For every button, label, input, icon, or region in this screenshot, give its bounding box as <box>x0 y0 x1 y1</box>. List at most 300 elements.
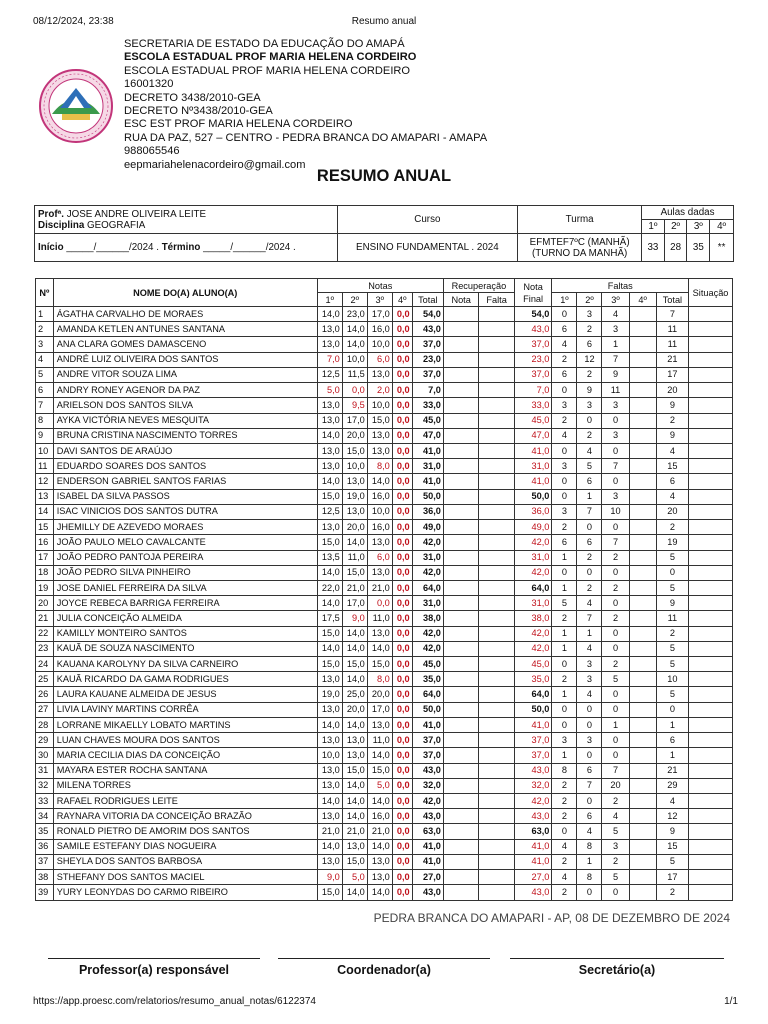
absence-b2: 0 <box>577 565 602 580</box>
table-row <box>36 657 733 672</box>
grade-total: 41,0 <box>412 839 443 854</box>
final-grade: 27,0 <box>514 870 552 885</box>
absence-b3: 0 <box>602 626 629 641</box>
table-row <box>36 443 733 458</box>
grade-b3: 8,0 <box>367 672 392 687</box>
absence-total: 6 <box>656 474 688 489</box>
student-number: 24 <box>36 657 54 672</box>
absence-b1: 4 <box>552 337 577 352</box>
col-grades-group: Notas <box>317 279 443 293</box>
absence-b3: 0 <box>602 443 629 458</box>
grade-b2: 14,0 <box>342 809 367 824</box>
school-line: ESCOLA ESTADUAL PROF MARIA HELENA CORDEIRO <box>124 64 411 77</box>
absence-total: 17 <box>656 367 688 382</box>
grade-b3: 17,0 <box>367 702 392 717</box>
absence-total: 17 <box>656 870 688 885</box>
table-row <box>36 748 733 763</box>
grade-b4: 0,0 <box>392 778 412 793</box>
grade-b3: 13,0 <box>367 535 392 550</box>
grade-b3: 13,0 <box>367 626 392 641</box>
grade-total: 7,0 <box>412 383 443 398</box>
absence-b4 <box>629 489 656 504</box>
table-row <box>36 641 733 656</box>
grade-total: 36,0 <box>412 504 443 519</box>
recovery-grade <box>443 383 478 398</box>
grade-total: 32,0 <box>412 778 443 793</box>
grade-b1: 13,0 <box>317 854 342 869</box>
absence-total: 1 <box>656 748 688 763</box>
student-number: 26 <box>36 687 54 702</box>
student-number: 1 <box>36 307 54 322</box>
grade-b2: 25,0 <box>342 687 367 702</box>
recovery-absence <box>479 307 514 322</box>
final-grade: 42,0 <box>514 535 552 550</box>
absence-b4 <box>629 367 656 382</box>
absence-b4 <box>629 565 656 580</box>
absence-b3: 3 <box>602 839 629 854</box>
absence-b3: 11 <box>602 383 629 398</box>
absence-b2: 6 <box>577 337 602 352</box>
recovery-grade <box>443 717 478 732</box>
final-grade: 45,0 <box>514 413 552 428</box>
student-number: 29 <box>36 733 54 748</box>
student-name: SHEYLA DOS SANTOS BARBOSA <box>53 854 317 869</box>
absence-b3: 2 <box>602 854 629 869</box>
status <box>689 398 733 413</box>
student-name: ISABEL DA SILVA PASSOS <box>53 489 317 504</box>
absence-b1: 3 <box>552 504 577 519</box>
absence-b1: 1 <box>552 641 577 656</box>
grades-table <box>35 278 733 901</box>
table-row <box>36 839 733 854</box>
absence-b4 <box>629 641 656 656</box>
grade-b3: 17,0 <box>367 307 392 322</box>
absence-b2: 4 <box>577 641 602 656</box>
absence-b4 <box>629 778 656 793</box>
discipline-name: GEOGRAFIA <box>87 219 146 231</box>
absence-b3: 0 <box>602 474 629 489</box>
table-row <box>36 611 733 626</box>
grade-b4: 0,0 <box>392 565 412 580</box>
grade-b3: 21,0 <box>367 580 392 595</box>
grade-total: 64,0 <box>412 580 443 595</box>
grade-total: 49,0 <box>412 520 443 535</box>
student-name: YURY LEONYDAS DO CARMO RIBEIRO <box>53 885 317 900</box>
status <box>689 809 733 824</box>
grade-b4: 0,0 <box>392 824 412 839</box>
grade-total: 37,0 <box>412 748 443 763</box>
absence-b2: 3 <box>577 307 602 322</box>
recovery-grade <box>443 657 478 672</box>
absence-b3: 9 <box>602 367 629 382</box>
recovery-grade <box>443 550 478 565</box>
print-url: https://app.proesc.com/relatorios/resumo_anual_notas/6122374 <box>33 996 316 1007</box>
course-header: Curso <box>337 206 518 234</box>
grade-b1: 14,0 <box>317 565 342 580</box>
student-name: JHEMILLY DE AZEVEDO MORAES <box>53 520 317 535</box>
absence-b1: 2 <box>552 809 577 824</box>
absence-b3: 1 <box>602 717 629 732</box>
absence-b4 <box>629 854 656 869</box>
student-number: 15 <box>36 520 54 535</box>
grade-total: 63,0 <box>412 824 443 839</box>
table-row <box>36 428 733 443</box>
grade-b1: 13,0 <box>317 322 342 337</box>
final-grade: 42,0 <box>514 641 552 656</box>
grade-b4: 0,0 <box>392 839 412 854</box>
table-row <box>36 565 733 580</box>
recovery-grade <box>443 687 478 702</box>
absence-b2: 3 <box>577 657 602 672</box>
recovery-grade <box>443 459 478 474</box>
grade-b1: 15,0 <box>317 657 342 672</box>
school-phone: 988065546 <box>124 145 180 158</box>
recovery-absence <box>479 367 514 382</box>
absence-total: 5 <box>656 550 688 565</box>
student-number: 37 <box>36 854 54 869</box>
col-student-name: NOME DO(A) ALUNO(A) <box>53 279 317 307</box>
status <box>689 748 733 763</box>
absence-b1: 2 <box>552 778 577 793</box>
absence-b1: 2 <box>552 611 577 626</box>
col-recovery-group: Recuperação <box>443 279 514 293</box>
recovery-grade <box>443 885 478 900</box>
grade-b2: 14,0 <box>342 778 367 793</box>
grade-total: 37,0 <box>412 367 443 382</box>
student-name: ISAC VINICIOS DOS SANTOS DUTRA <box>53 504 317 519</box>
absence-total: 9 <box>656 824 688 839</box>
grade-b2: 14,0 <box>342 322 367 337</box>
grade-b2: 9,0 <box>342 611 367 626</box>
grade-b1: 14,0 <box>317 839 342 854</box>
final-grade: 64,0 <box>514 687 552 702</box>
grade-b4: 0,0 <box>392 352 412 367</box>
teacher-name: JOSE ANDRE OLIVEIRA LEITE <box>66 208 207 220</box>
absence-b4 <box>629 611 656 626</box>
grade-b3: 15,0 <box>367 413 392 428</box>
grade-b2: 14,0 <box>342 626 367 641</box>
grade-b4: 0,0 <box>392 717 412 732</box>
absence-b2: 6 <box>577 809 602 824</box>
recovery-grade <box>443 824 478 839</box>
final-grade: 42,0 <box>514 794 552 809</box>
grade-b3: 13,0 <box>367 854 392 869</box>
recovery-grade <box>443 504 478 519</box>
final-grade: 31,0 <box>514 550 552 565</box>
absence-b4 <box>629 687 656 702</box>
student-number: 6 <box>36 383 54 398</box>
recovery-absence <box>479 352 514 367</box>
absence-b2: 1 <box>577 489 602 504</box>
table-row <box>36 307 733 322</box>
col-absence-b2: 2º <box>577 293 602 307</box>
status <box>689 367 733 382</box>
report-title: RESUMO ANUAL <box>316 167 452 185</box>
final-grade: 43,0 <box>514 763 552 778</box>
school-line: DECRETO 3438/2010-GEA <box>124 91 261 104</box>
recovery-absence <box>479 794 514 809</box>
absence-b4 <box>629 657 656 672</box>
absence-b3: 2 <box>602 794 629 809</box>
student-number: 27 <box>36 702 54 717</box>
class-header: Turma <box>518 206 642 234</box>
status <box>689 504 733 519</box>
table-row <box>36 580 733 595</box>
grade-b3: 14,0 <box>367 641 392 656</box>
col-grade-b3: 3º <box>367 293 392 307</box>
absence-total: 11 <box>656 337 688 352</box>
absence-b2: 12 <box>577 352 602 367</box>
table-row <box>36 383 733 398</box>
status <box>689 459 733 474</box>
status <box>689 641 733 656</box>
recovery-absence <box>479 580 514 595</box>
grade-b3: 5,0 <box>367 778 392 793</box>
grade-total: 31,0 <box>412 550 443 565</box>
recovery-absence <box>479 596 514 611</box>
student-number: 21 <box>36 611 54 626</box>
col-final-grade: Nota Final <box>514 279 552 307</box>
student-name: AMANDA KETLEN ANTUNES SANTANA <box>53 322 317 337</box>
grade-total: 50,0 <box>412 489 443 504</box>
grade-b4: 0,0 <box>392 413 412 428</box>
recovery-grade <box>443 626 478 641</box>
student-name: LORRANE MIKAELLY LOBATO MARTINS <box>53 717 317 732</box>
absence-b1: 4 <box>552 839 577 854</box>
absence-b3: 2 <box>602 550 629 565</box>
student-name: MARIA CECILIA DIAS DA CONCEIÇÃO <box>53 748 317 763</box>
grade-b4: 0,0 <box>392 322 412 337</box>
aulas-value-4: ** <box>710 234 734 262</box>
absence-b3: 2 <box>602 580 629 595</box>
grade-b2: 13,0 <box>342 474 367 489</box>
grade-b2: 14,0 <box>342 794 367 809</box>
absence-b4 <box>629 520 656 535</box>
student-name: LIVIA LAVINY MARTINS CORRÊA <box>53 702 317 717</box>
student-name: KAUÃ RICARDO DA GAMA RODRIGUES <box>53 672 317 687</box>
grade-b3: 11,0 <box>367 733 392 748</box>
student-name: MAYARA ESTER ROCHA SANTANA <box>53 763 317 778</box>
grade-b2: 10,0 <box>342 352 367 367</box>
recovery-absence <box>479 854 514 869</box>
recovery-absence <box>479 413 514 428</box>
status <box>689 352 733 367</box>
recovery-absence <box>479 611 514 626</box>
recovery-absence <box>479 702 514 717</box>
recovery-grade <box>443 413 478 428</box>
grade-total: 42,0 <box>412 794 443 809</box>
final-grade: 45,0 <box>514 657 552 672</box>
absence-total: 6 <box>656 733 688 748</box>
grade-b2: 5,0 <box>342 870 367 885</box>
grade-b4: 0,0 <box>392 504 412 519</box>
absence-b2: 3 <box>577 398 602 413</box>
student-number: 12 <box>36 474 54 489</box>
browser-print-header <box>0 16 768 30</box>
recovery-absence <box>479 504 514 519</box>
student-name: MILENA TORRES <box>53 778 317 793</box>
course-value: ENSINO FUNDAMENTAL . 2024 <box>337 234 518 262</box>
recovery-grade <box>443 474 478 489</box>
absence-total: 12 <box>656 809 688 824</box>
recovery-absence <box>479 717 514 732</box>
final-grade: 43,0 <box>514 885 552 900</box>
final-grade: 31,0 <box>514 596 552 611</box>
grade-b2: 17,0 <box>342 413 367 428</box>
absence-b3: 7 <box>602 763 629 778</box>
table-row <box>36 870 733 885</box>
grade-total: 33,0 <box>412 398 443 413</box>
status <box>689 657 733 672</box>
print-page-title: Resumo anual <box>351 16 417 27</box>
grade-b2: 20,0 <box>342 520 367 535</box>
end-label: Término <box>161 242 201 253</box>
grade-b1: 13,0 <box>317 337 342 352</box>
absence-b1: 0 <box>552 474 577 489</box>
absence-b4 <box>629 504 656 519</box>
recovery-grade <box>443 367 478 382</box>
recovery-absence <box>479 733 514 748</box>
student-name: ÁGATHA CARVALHO DE MORAES <box>53 307 317 322</box>
grade-total: 31,0 <box>412 459 443 474</box>
final-grade: 42,0 <box>514 565 552 580</box>
recovery-absence <box>479 428 514 443</box>
absence-b4 <box>629 535 656 550</box>
grade-b1: 15,0 <box>317 885 342 900</box>
status <box>689 885 733 900</box>
absence-b1: 0 <box>552 717 577 732</box>
student-number: 18 <box>36 565 54 580</box>
status <box>689 535 733 550</box>
absence-b4 <box>629 794 656 809</box>
status <box>689 520 733 535</box>
grade-b1: 15,0 <box>317 489 342 504</box>
absence-b3: 0 <box>602 687 629 702</box>
student-name: JOÃO PEDRO PANTOJA PEREIRA <box>53 550 317 565</box>
absence-b3: 0 <box>602 520 629 535</box>
grade-b3: 10,0 <box>367 504 392 519</box>
recovery-absence <box>479 383 514 398</box>
absence-b4 <box>629 626 656 641</box>
absence-b4 <box>629 413 656 428</box>
grade-b1: 14,0 <box>317 474 342 489</box>
final-grade: 38,0 <box>514 611 552 626</box>
absence-b1: 1 <box>552 687 577 702</box>
recovery-absence <box>479 763 514 778</box>
absence-total: 5 <box>656 657 688 672</box>
grade-b1: 14,0 <box>317 641 342 656</box>
recovery-grade <box>443 702 478 717</box>
recovery-grade <box>443 565 478 580</box>
table-row <box>36 824 733 839</box>
absence-b3: 5 <box>602 870 629 885</box>
col-absence-total: Total <box>656 293 688 307</box>
student-number: 28 <box>36 717 54 732</box>
student-name: LUAN CHAVES MOURA DOS SANTOS <box>53 733 317 748</box>
student-name: ANA CLARA GOMES DAMASCENO <box>53 337 317 352</box>
grade-b4: 0,0 <box>392 337 412 352</box>
status <box>689 443 733 458</box>
grade-b3: 15,0 <box>367 657 392 672</box>
absence-b4 <box>629 763 656 778</box>
grade-b3: 14,0 <box>367 839 392 854</box>
absence-b2: 2 <box>577 367 602 382</box>
final-grade: 33,0 <box>514 398 552 413</box>
absence-b1: 0 <box>552 307 577 322</box>
grade-b1: 9,0 <box>317 870 342 885</box>
grade-b4: 0,0 <box>392 794 412 809</box>
final-grade: 41,0 <box>514 474 552 489</box>
student-number: 39 <box>36 885 54 900</box>
student-number: 17 <box>36 550 54 565</box>
grade-total: 41,0 <box>412 443 443 458</box>
table-row <box>36 794 733 809</box>
absence-total: 20 <box>656 504 688 519</box>
grade-total: 35,0 <box>412 672 443 687</box>
grade-b1: 15,0 <box>317 626 342 641</box>
grade-b4: 0,0 <box>392 672 412 687</box>
grade-b4: 0,0 <box>392 626 412 641</box>
table-row <box>36 367 733 382</box>
recovery-absence <box>479 641 514 656</box>
status <box>689 383 733 398</box>
absence-b4 <box>629 443 656 458</box>
grade-b2: 23,0 <box>342 307 367 322</box>
absence-b3: 10 <box>602 504 629 519</box>
absence-b2: 7 <box>577 504 602 519</box>
absence-b2: 6 <box>577 763 602 778</box>
table-row <box>36 322 733 337</box>
absence-b4 <box>629 672 656 687</box>
absence-b1: 6 <box>552 367 577 382</box>
absence-b4 <box>629 733 656 748</box>
class-info-table <box>34 205 734 262</box>
grade-b3: 16,0 <box>367 520 392 535</box>
student-name: RAFAEL RODRIGUES LEITE <box>53 794 317 809</box>
final-grade: 43,0 <box>514 809 552 824</box>
status <box>689 550 733 565</box>
absence-b2: 4 <box>577 824 602 839</box>
grade-b2: 14,0 <box>342 717 367 732</box>
grade-b4: 0,0 <box>392 854 412 869</box>
recovery-absence <box>479 443 514 458</box>
grade-b1: 7,0 <box>317 352 342 367</box>
table-row <box>36 504 733 519</box>
grade-total: 27,0 <box>412 870 443 885</box>
recovery-absence <box>479 657 514 672</box>
absence-total: 11 <box>656 322 688 337</box>
absence-b2: 0 <box>577 885 602 900</box>
school-code: 16001320 <box>124 78 174 91</box>
grade-b3: 14,0 <box>367 474 392 489</box>
col-absence-b3: 3º <box>602 293 629 307</box>
absence-b3: 5 <box>602 672 629 687</box>
recovery-grade <box>443 611 478 626</box>
recovery-absence <box>479 885 514 900</box>
grade-b2: 13,0 <box>342 733 367 748</box>
recovery-absence <box>479 748 514 763</box>
absence-total: 5 <box>656 687 688 702</box>
grade-b3: 0,0 <box>367 596 392 611</box>
absence-b2: 0 <box>577 748 602 763</box>
table-row <box>36 489 733 504</box>
grade-b4: 0,0 <box>392 474 412 489</box>
status <box>689 413 733 428</box>
student-name: RAYNARA VITORIA DA CONCEIÇÃO BRAZÃO <box>53 809 317 824</box>
grade-b1: 15,0 <box>317 535 342 550</box>
absence-b2: 8 <box>577 839 602 854</box>
col-number: Nº <box>36 279 54 307</box>
